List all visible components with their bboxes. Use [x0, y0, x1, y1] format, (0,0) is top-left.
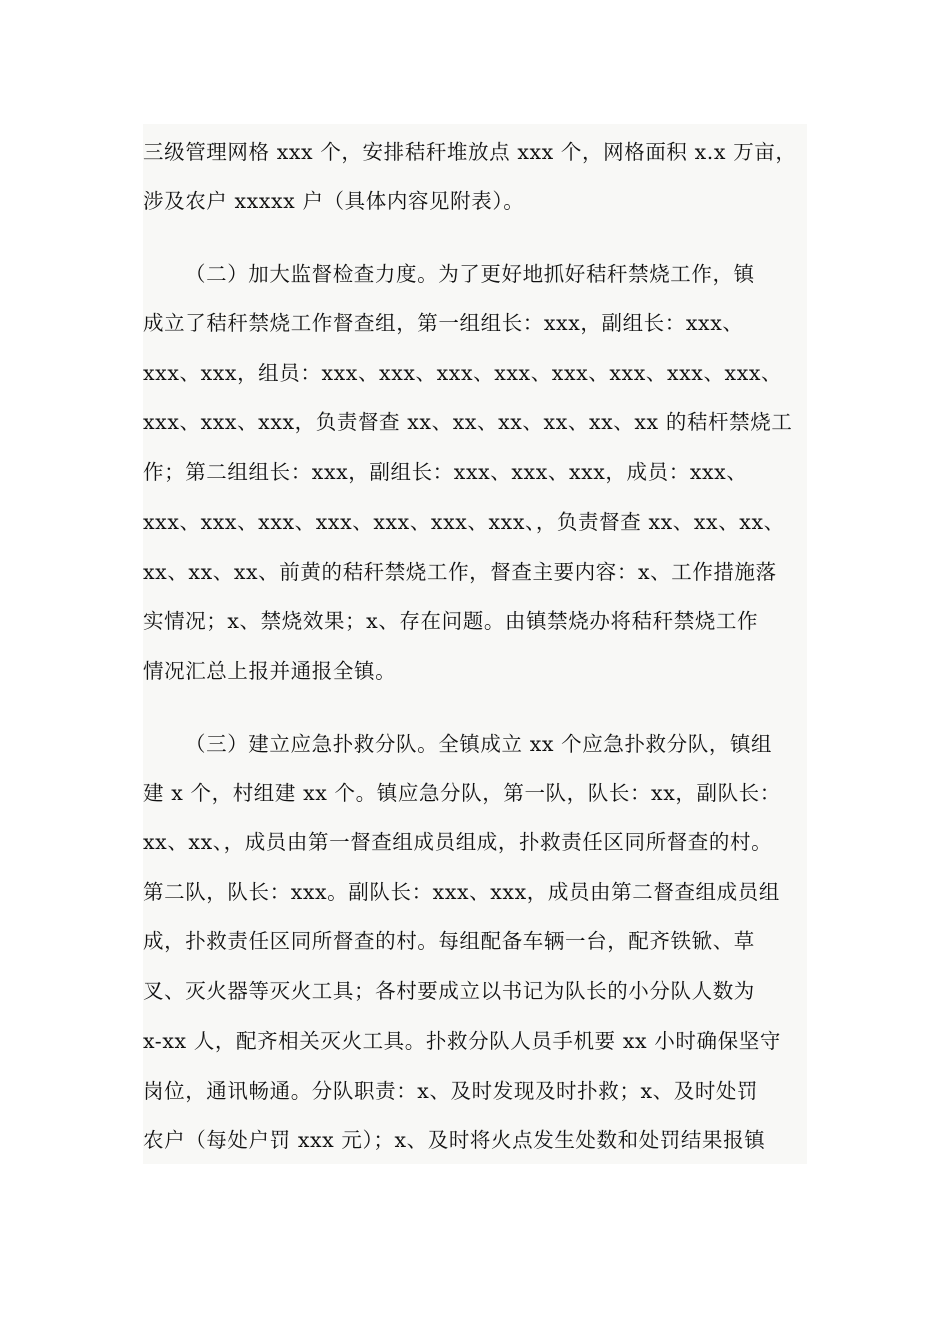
paragraph-3-line-4: 第二队，队长：xxx。副队长：xxx、xxx，成员由第二督查组成员组: [143, 880, 780, 904]
paragraph-2-line-6: xxx、xxx、xxx、xxx、xxx、xxx、xxx、，负责督查 xx、xx、xx、: [143, 510, 785, 534]
paragraph-3-line-7: x-xx 人，配齐相关灭火工具。扑救分队人员手机要 xx 小时确保坚守: [143, 1029, 781, 1053]
paragraph-2-line-5: 作；第二组组长：xxx，副组长：xxx、xxx、xxx，成员：xxx、: [143, 460, 748, 484]
paragraph-1-line-1: 三级管理网格 xxx 个，安排秸秆堆放点 xxx 个，网格面积 x.x 万亩，: [143, 140, 797, 164]
paragraph-2-line-3: xxx、xxx，组员：xxx、xxx、xxx、xxx、xxx、xxx、xxx、xxx、: [143, 361, 783, 385]
paragraph-1-line-2: 涉及农户 xxxxx 户（具体内容见附表）。: [143, 189, 525, 213]
paragraph-3-line-3: xx、xx、，成员由第一督查组成员组成，扑救责任区同所督查的村。: [143, 830, 773, 854]
paragraph-3-line-6: 叉、灭火器等灭火工具；各村要成立以书记为队长的小分队人数为: [143, 979, 755, 1003]
paragraph-2-line-4: xxx、xxx、xxx，负责督查 xx、xx、xx、xx、xx、xx 的秸杆禁烧工: [143, 410, 793, 434]
paragraph-2-line-2: 成立了秸秆禁烧工作督查组，第一组组长：xxx，副组长：xxx、: [143, 311, 744, 335]
paragraph-3-line-9: 农户（每处户罚 xxx 元）；x、及时将火点发生处数和处罚结果报镇: [143, 1128, 766, 1152]
paragraph-2-line-9: 情况汇总上报并通报全镇。: [143, 659, 397, 683]
paragraph-3-line-2: 建 x 个，村组建 xx 个。镇应急分队，第一队，队长：xx，副队长：: [143, 781, 781, 805]
paragraph-3-line-1: （三）建立应急扑救分队。全镇成立 xx 个应急扑救分队，镇组: [185, 732, 773, 756]
paragraph-3-line-8: 岗位，通讯畅通。分队职责：x、及时发现及时扑救；x、及时处罚: [143, 1079, 759, 1103]
paragraph-2-line-8: 实情况；x、禁烧效果；x、存在问题。由镇禁烧办将秸秆禁烧工作: [143, 609, 759, 633]
paragraph-2-line-1: （二）加大监督检查力度。为了更好地抓好秸秆禁烧工作，镇: [185, 262, 755, 286]
paragraph-2-line-7: xx、xx、xx、前黄的秸秆禁烧工作，督查主要内容：x、工作措施落: [143, 560, 777, 584]
paragraph-3-line-5: 成，扑救责任区同所督查的村。每组配备车辆一台，配齐铁锨、草: [143, 929, 755, 953]
